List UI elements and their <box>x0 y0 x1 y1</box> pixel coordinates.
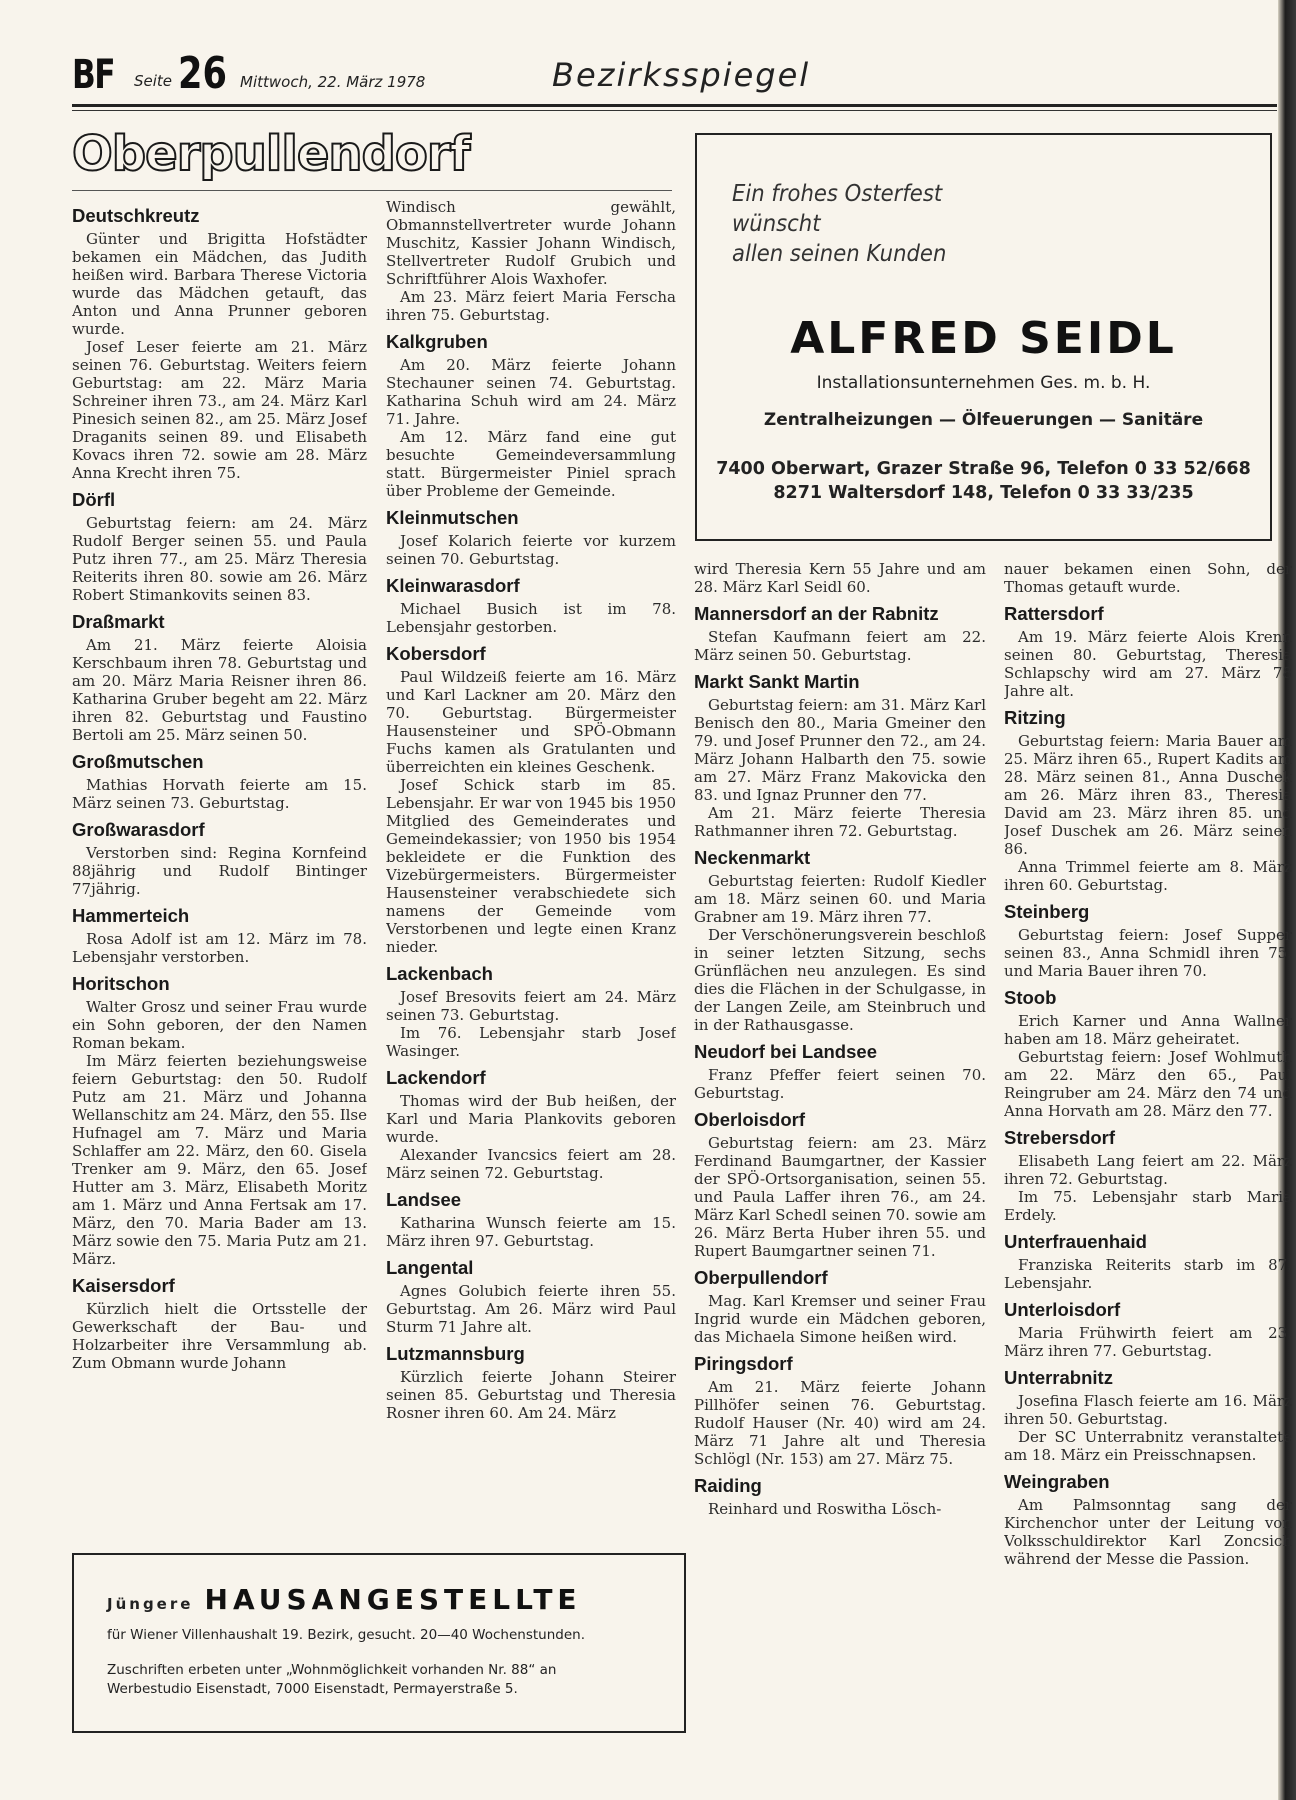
company-services: Zentralheizungen — Ölfeuerungen — Sanitäre <box>763 410 1204 430</box>
place-heading: Langental <box>386 1257 474 1278</box>
company-addresses <box>697 457 1270 505</box>
place-heading: Deutschkreutz <box>72 205 200 226</box>
news-paragraph: Josef Bresovits feiert am 24. März seinen 73. Geburtstag. <box>386 988 676 1024</box>
news-entry <box>694 1352 986 1468</box>
place-heading: Stoob <box>1004 987 1057 1008</box>
place-heading: Großwarasdorf <box>72 819 205 840</box>
news-paragraph: Am 20. März feierte Johann Stechauner seinen 74. Geburtstag. Katharina Schuh wird am 24. März 71. Jahre. <box>386 356 676 428</box>
news-column-3 <box>694 560 986 1790</box>
news-entry <box>72 488 367 604</box>
news-entry <box>386 574 676 636</box>
job-title: HAUSANGESTELLTE <box>204 1583 582 1616</box>
newspaper-logo: BF <box>72 52 114 98</box>
place-heading: Piringsdorf <box>694 1353 793 1374</box>
news-paragraph: Geburtstag feiern: Josef Wohlmuth am 22. März den 65., Paul Reingruber am 24. März den 74 und Anna Horvath am 28. März den 77. <box>1004 1048 1292 1120</box>
place-heading: Unterfrauenhaid <box>1004 1231 1147 1252</box>
news-entry <box>1004 1126 1292 1224</box>
news-paragraph: nauer bekamen einen Sohn, der Thomas getauft wurde. <box>1004 560 1292 596</box>
place-heading: Ritzing <box>1004 707 1066 728</box>
news-entry <box>386 1066 676 1182</box>
place-heading: Draßmarkt <box>72 611 165 632</box>
place-heading: Kleinmutschen <box>386 507 519 528</box>
place-heading: Neudorf bei Landsee <box>694 1041 877 1062</box>
news-paragraph: Kürzlich feierte Johann Steirer seinen 85. Geburtstag und Theresia Rosner ihren 60. Am 24. März <box>386 1368 676 1422</box>
news-paragraph: Franz Pfeffer feiert seinen 70. Geburtstag. <box>694 1066 986 1102</box>
place-heading: Unterrabnitz <box>1004 1367 1113 1388</box>
news-entry <box>72 610 367 744</box>
news-paragraph: Am 23. März feiert Maria Ferscha ihren 75. Geburtstag. <box>386 288 676 324</box>
news-entry <box>386 1256 676 1336</box>
news-paragraph: Michael Busich ist im 78. Lebensjahr gestorben. <box>386 600 676 636</box>
place-heading: Oberloisdorf <box>694 1109 806 1130</box>
news-entry <box>694 670 986 840</box>
contact-line: Zuschriften erbeten unter „Wohnmöglichkeit vorhanden Nr. 88“ an <box>107 1662 557 1678</box>
news-paragraph: Franziska Reiterits starb im 87. Lebensjahr. <box>1004 1256 1292 1292</box>
news-paragraph: Am 12. März fand eine gut besuchte Gemeindeversammlung statt. Bürgermeister Piniel sprach über Probleme der Gemeinde. <box>386 428 676 500</box>
news-entry <box>386 330 676 500</box>
news-paragraph: Verstorben sind: Regina Kornfeind 88jährig und Rudolf Bintinger 77jährig. <box>72 844 367 898</box>
greeting-line: Ein frohes Osterfest <box>732 181 943 207</box>
news-entry <box>1004 602 1292 700</box>
news-entry <box>72 750 367 812</box>
page-label: Seite <box>134 72 173 90</box>
place-heading: Markt Sankt Martin <box>694 671 860 692</box>
place-heading: Dörfl <box>72 489 116 510</box>
address-line: 7400 Oberwart, Grazer Straße 96, Telefon 0 33 52/668 <box>716 459 1251 479</box>
place-heading: Lackendorf <box>386 1067 486 1088</box>
news-paragraph: Am 21. März feierte Johann Pillhöfer seinen 76. Geburtstag. Rudolf Hauser (Nr. 40) wird am 24. März 71 Jahre alt und Theresia Schlögl (Nr. 153) am 27. März 75. <box>694 1378 986 1468</box>
place-heading: Kobersdorf <box>386 643 486 664</box>
news-entry <box>72 818 367 898</box>
news-entry <box>1004 900 1292 980</box>
masthead-rule <box>72 104 1277 107</box>
place-heading: Lutzmannsburg <box>386 1343 525 1364</box>
news-paragraph: Geburtstag feiern: Josef Supper seinen 83., Anna Schmidl ihren 75. und Maria Bauer ihren 70. <box>1004 926 1292 980</box>
news-entry <box>694 846 986 1034</box>
address-line: 8271 Waltersdorf 148, Telefon 0 33 33/235 <box>773 483 1194 503</box>
company-name: ALFRED SEIDL <box>790 313 1177 364</box>
news-paragraph: Elisabeth Lang feiert am 22. März ihren 72. Geburtstag. <box>1004 1152 1292 1188</box>
news-entry <box>386 1342 676 1422</box>
news-paragraph: Erich Karner und Anna Wallner haben am 18. März geheiratet. <box>1004 1012 1292 1048</box>
place-heading: Oberpullendorf <box>694 1267 828 1288</box>
news-paragraph: Josef Kolarich feierte vor kurzem seinen 70. Geburtstag. <box>386 532 676 568</box>
news-entry <box>72 972 367 1268</box>
news-entry <box>1004 560 1292 596</box>
easter-greeting <box>732 179 965 269</box>
place-heading: Strebersdorf <box>1004 1127 1116 1148</box>
news-paragraph: Mathias Horvath feierte am 15. März seinen 73. Geburtstag. <box>72 776 367 812</box>
news-paragraph: Josefina Flasch feierte am 16. März ihren 50. Geburtstag. <box>1004 1392 1292 1428</box>
news-paragraph: Im 76. Lebensjahr starb Josef Wasinger. <box>386 1024 676 1060</box>
place-heading: Weingraben <box>1004 1471 1110 1492</box>
issue-date: Mittwoch, 22. März 1978 <box>240 73 426 91</box>
news-column-4 <box>1004 560 1292 1790</box>
news-entry <box>694 1040 986 1102</box>
news-paragraph: Anna Trimmel feierte am 8. März ihren 60. Geburtstag. <box>1004 858 1292 894</box>
company-subtitle: Installationsunternehmen Ges. m. b. H. <box>816 373 1151 393</box>
job-prefix: Jüngere <box>107 1595 194 1613</box>
place-heading: Hammerteich <box>72 905 190 926</box>
job-description: für Wiener Villenhaushalt 19. Bezirk, gesucht. 20—40 Wochenstunden. <box>107 1627 585 1643</box>
place-heading: Steinberg <box>1004 901 1090 922</box>
news-entry <box>1004 1298 1292 1360</box>
job-contact <box>107 1661 556 1699</box>
news-paragraph: Am 21. März feierte Aloisia Kerschbaum ihren 78. Geburtstag und am 20. März Maria Reisner ihren 86. Katharina Gruber begeht am 22. März ihren 82. Geburtstag und Faustino Bertoli am 25. März seinen 50. <box>72 636 367 744</box>
news-paragraph: Rosa Adolf ist am 12. März im 78. Lebensjahr verstorben. <box>72 930 367 966</box>
news-entry <box>72 1274 367 1372</box>
masthead <box>72 48 1277 110</box>
news-paragraph: Geburtstag feiern: am 31. März Karl Benisch den 80., Maria Gmeiner den 79. und Josef Prunner den 72., am 24. März Johann Halbarth den 75. sowie am 27. März Franz Makovicka den 83. und Ignaz Prunner den 77. <box>694 696 986 804</box>
news-entry <box>694 602 986 664</box>
news-entry <box>386 1188 676 1250</box>
job-headline <box>107 1583 582 1616</box>
masthead-rule-thin <box>72 110 1277 111</box>
news-paragraph: Mag. Karl Kremser und seiner Frau Ingrid wurde ein Mädchen geboren, das Michaela Simone heißen wird. <box>694 1292 986 1346</box>
news-paragraph: Agnes Golubich feierte ihren 55. Geburtstag. Am 26. März wird Paul Sturm 71 Jahre alt. <box>386 1282 676 1336</box>
news-paragraph: Geburtstag feiern: am 24. März Rudolf Berger seinen 55. und Paula Putz ihren 77., am 25. März Theresia Reiterits ihren 80. sowie am 26. März Robert Stimankovits seinen 83. <box>72 514 367 604</box>
news-paragraph: Windisch gewählt, Obmannstellvertreter wurde Johann Muschitz, Kassier Johann Windisch, Stellvertreter Rudolf Grubich und Schriftführer Alois Waxhofer. <box>386 198 676 288</box>
news-paragraph: Geburtstag feierten: Rudolf Kiedler am 18. März seinen 60. und Maria Grabner am 19. März ihren 77. <box>694 872 986 926</box>
contact-line: Werbestudio Eisenstadt, 7000 Eisenstadt, Permayerstraße 5. <box>107 1681 518 1697</box>
news-paragraph: Am 21. März feierte Theresia Rathmanner ihren 72. Geburtstag. <box>694 804 986 840</box>
news-entry <box>694 1266 986 1346</box>
news-entry <box>1004 706 1292 894</box>
place-heading: Landsee <box>386 1189 462 1210</box>
news-paragraph: Geburtstag feiern: Maria Bauer am 25. März ihren 65., Rupert Kadits am 28. März seinen 81., Anna Duschek am 26. März ihren 83., Theresia David am 23. März ihren 85. und Josef Duschek am 26. März seinen 86. <box>1004 732 1292 858</box>
news-paragraph: Am Palmsonntag sang der Kirchenchor unter der Leitung von Volksschuldirektor Karl Zoncsich während der Messe die Passion. <box>1004 1496 1292 1568</box>
job-advertisement <box>72 1553 686 1733</box>
news-paragraph: Alexander Ivancsics feiert am 28. März seinen 72. Geburtstag. <box>386 1146 676 1182</box>
page-number: 26 <box>178 48 227 99</box>
place-heading: Kleinwarasdorf <box>386 575 520 596</box>
news-paragraph: Kürzlich hielt die Ortsstelle der Gewerkschaft der Bau- und Holzarbeiter ihre Versammlung ab. Zum Obmann wurde Johann <box>72 1300 367 1372</box>
news-paragraph: Geburtstag feiern: am 23. März Ferdinand Baumgartner, der Kassier der SPÖ-Ortsorganisation, seinen 55. und Paula Laffer ihren 76., am 24. März Karl Schedl seinen 70. sowie am 26. März Berta Huber ihren 55. und Rupert Baumgartner seinen 71. <box>694 1134 986 1260</box>
place-heading: Mannersdorf an der Rabnitz <box>694 603 939 624</box>
news-entry <box>1004 986 1292 1120</box>
news-entry <box>386 962 676 1060</box>
news-paragraph: Günter und Brigitta Hofstädter bekamen ein Mädchen, das Judith heißen wird. Barbara Therese Victoria wurde das Mädchen getauft, das Anton und Anna Prunner geboren wurde. <box>72 230 367 338</box>
news-entry <box>72 904 367 966</box>
news-paragraph: Paul Wildzeiß feierte am 16. März und Karl Lackner am 20. März den 70. Geburtstag. Bürgermeister Hausensteiner und SPÖ-Obmann Fuchs kamen als Gratulanten und überreichten ein kleines Geschenk. <box>386 668 676 776</box>
news-paragraph: Im 75. Lebensjahr starb Maria Erdely. <box>1004 1188 1292 1224</box>
title-underline <box>72 190 672 191</box>
place-heading: Rattersdorf <box>1004 603 1104 624</box>
news-entry <box>386 198 676 324</box>
news-paragraph: Der Verschönerungsverein beschloß in seiner letzten Sitzung, sechs Grünflächen neu anzulegen. Es sind dies die Flächen in der Schulgasse, in der Langen Zeile, am Steinbruch und in der Rathausgasse. <box>694 926 986 1034</box>
news-entry <box>694 1474 986 1518</box>
place-heading: Lackenbach <box>386 963 493 984</box>
seidl-advertisement <box>695 133 1272 541</box>
place-heading: Kalkgruben <box>386 331 488 352</box>
news-column-1 <box>72 198 367 1548</box>
news-paragraph: Thomas wird der Bub heißen, der Karl und Maria Plankovits geboren wurde. <box>386 1092 676 1146</box>
place-heading: Großmutschen <box>72 751 204 772</box>
place-heading: Unterloisdorf <box>1004 1299 1121 1320</box>
news-column-2 <box>386 198 676 1548</box>
news-paragraph: Der SC Unterrabnitz veranstaltete am 18. März ein Preisschnapsen. <box>1004 1428 1292 1464</box>
place-heading: Horitschon <box>72 973 170 994</box>
news-entry <box>694 1108 986 1260</box>
news-entry <box>386 642 676 956</box>
news-paragraph: Josef Leser feierte am 21. März seinen 76. Geburtstag. Weiters feiern Geburtstag: am 22. März Maria Schreiner ihren 73., am 24. März Karl Pinesich seinen 82., am 25. März Josef Draganits seinen 89. und Elisabeth Kovacs ihren 72. sowie am 28. März Anna Krecht ihren 75. <box>72 338 367 482</box>
news-paragraph: wird Theresia Kern 55 Jahre und am 28. März Karl Seidl 60. <box>694 560 986 596</box>
news-entry <box>694 560 986 596</box>
news-entry <box>72 204 367 482</box>
place-heading: Neckenmarkt <box>694 847 811 868</box>
place-heading: Raiding <box>694 1475 762 1496</box>
news-paragraph: Am 19. März feierte Alois Krenn seinen 80. Geburtstag, Theresia Schlapschy wird am 27. März 78 Jahre alt. <box>1004 628 1292 700</box>
news-paragraph: Walter Grosz und seiner Frau wurde ein Sohn geboren, der den Namen Roman bekam. <box>72 998 367 1052</box>
greeting-line: allen seinen Kunden <box>732 241 947 267</box>
page-title: Oberpullendorf <box>72 126 470 182</box>
news-entry <box>1004 1470 1292 1568</box>
section-title: Bezirksspiegel <box>552 56 811 94</box>
news-entry <box>386 506 676 568</box>
news-paragraph: Josef Schick starb im 85. Lebensjahr. Er war von 1945 bis 1950 Mitglied des Gemeinderates und Gemeindekassier; von 1950 bis 1954 bekleidete er die Funktion des Vizebürgermeisters. Bürgermeister Hausensteiner verabschiedete sich namens der Gemeinde vom Verstorbenen und legte einen Kranz nieder. <box>386 776 676 956</box>
news-paragraph: Reinhard und Roswitha Lösch- <box>708 1500 942 1518</box>
news-entry <box>1004 1366 1292 1464</box>
news-paragraph: Katharina Wunsch feierte am 15. März ihren 97. Geburtstag. <box>386 1214 676 1250</box>
news-paragraph: Stefan Kaufmann feiert am 22. März seinen 50. Geburtstag. <box>694 628 986 664</box>
news-paragraph: Maria Frühwirth feiert am 23. März ihren 77. Geburtstag. <box>1004 1324 1292 1360</box>
news-paragraph: Im März feierten beziehungsweise feiern Geburtstag: den 50. Rudolf Putz am 21. März und Johanna Wellanschitz am 24. März, den 55. Ilse Hufnagel am 7. März und Maria Schlaffer am 22. März, den 60. Gisela Trenker am 9. März, den 65. Josef Hutter am 3. März, Elisabeth Moritz am 1. März und Anna Fertsak am 17. März, den 70. Maria Bader am 13. März sowie den 75. Maria Putz am 21. März. <box>72 1052 367 1268</box>
greeting-line: wünscht <box>732 211 821 237</box>
place-heading: Kaisersdorf <box>72 1275 175 1296</box>
news-entry <box>1004 1230 1292 1292</box>
